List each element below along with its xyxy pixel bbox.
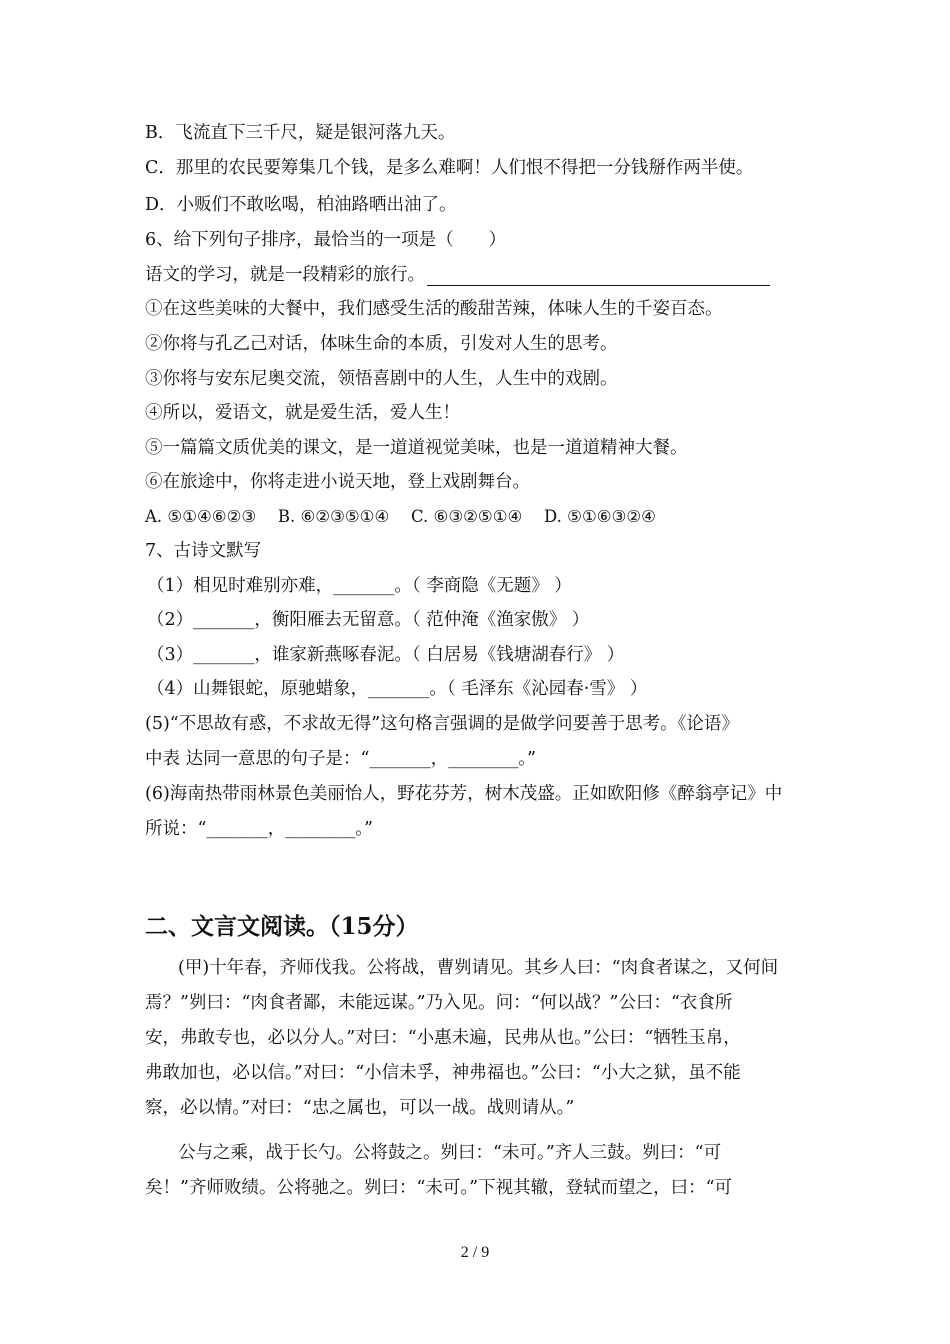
answer-blank-line[interactable] xyxy=(427,267,770,286)
option-b: B．飞流直下三千尺，疑是银河落九天。 xyxy=(145,123,456,143)
recite-item-5-line-1: (5)“不思故有惑，不求故无得”这句格言强调的是做学问要善于思考。《论语》 xyxy=(145,714,739,734)
recite-item-6-line-1: (6)海南热带雨林景色美丽怡人，野花芬芳，树木茂盛。正如欧阳修《醉翁亭记》中 xyxy=(145,784,783,804)
passage-line: 焉？”刿曰：“肉食者鄙，未能远谋。”乃入见。问：“何以战？”公曰：“衣食所 xyxy=(145,993,733,1013)
passage-line: 弗敢加也，必以信。”对曰：“小信未孚，神弗福也。”公曰：“小大之狱，虽不能 xyxy=(145,1063,741,1083)
sentence-4: ④所以，爱语文，就是爱生活，爱人生！ xyxy=(145,403,460,423)
passage-line: 安，弗敢专也，必以分人。”对曰：“小惠未遍，民弗从也。”公曰：“牺牲玉帛， xyxy=(145,1028,741,1048)
recite-item-4: （4）山舞银蛇，原驰蜡象，_______。（ 毛泽东《沁园春·雪》 ） xyxy=(147,679,648,699)
section-2-heading: 二、文言文阅读。（15分） xyxy=(145,913,419,940)
recite-item-3: （3）_______，谁家新燕啄春泥。（ 白居易《钱塘湖春行》 ） xyxy=(147,645,625,665)
passage-line: (甲)十年春，齐师伐我。公将战，曹刿请见。其乡人曰：“肉食者谋之，又何间 xyxy=(178,958,779,978)
option-d: D．小贩们不敢吆喝，柏油路晒出油了。 xyxy=(145,195,457,215)
sentence-6: ⑥在旅途中，你将走进小说天地，登上戏剧舞台。 xyxy=(145,472,530,492)
question-7-stem: 7、古诗文默写 xyxy=(145,541,262,561)
sentence-1: ①在这些美味的大餐中，我们感受生活的酸甜苦辣，体味人生的千姿百态。 xyxy=(145,299,723,319)
question-6-stem: 6、给下列句子排序，最恰当的一项是（ ） xyxy=(145,230,507,250)
sentence-5: ⑤一篇篇文质优美的课文，是一道道视觉美味，也是一道道精神大餐。 xyxy=(145,438,688,458)
question-6-lead xyxy=(145,264,770,286)
sentence-3: ③你将与安东尼奥交流，领悟喜剧中的人生，人生中的戏剧。 xyxy=(145,369,618,389)
recite-item-6-line-2: 所说：“_______，________。” xyxy=(145,819,373,839)
passage-line: 公与之乘，战于长勺。公将鼓之。刿曰：“未可。”齐人三鼓。刿曰：“可 xyxy=(178,1143,722,1163)
option-c: C．那里的农民要筹集几个钱，是多么难啊！人们恨不得把一分钱掰作两半使。 xyxy=(145,158,754,178)
recite-item-2: （2）_______，衡阳雁去无留意。（ 范仲淹《渔家傲》 ） xyxy=(147,610,590,630)
passage-line: 察，必以情。”对曰：“忠之属也，可以一战。战则请从。” xyxy=(145,1098,575,1118)
recite-item-1: （1）相见时难别亦难，_______。（ 李商隐《无题》 ） xyxy=(147,576,572,596)
passage-line: 矣！”齐师败绩。公将驰之。刿曰：“未可。”下视其辙，登轼而望之，曰：“可 xyxy=(145,1178,733,1198)
recite-item-5-line-2: 中表 达同一意思的句子是：“_______，________。” xyxy=(145,749,536,769)
sentence-2: ②你将与孔乙己对话，体味生命的本质，引发对人生的思考。 xyxy=(145,334,618,354)
question-6-lead-text: 语文的学习，就是一段精彩的旅行。 xyxy=(145,265,425,285)
question-6-choices: A. ⑤①④⑥②③ B. ⑥②③⑤①④ C. ⑥③②⑤①④ D. ⑤①⑥③②④ xyxy=(145,507,656,526)
page-number: 2 / 9 xyxy=(460,1244,490,1261)
